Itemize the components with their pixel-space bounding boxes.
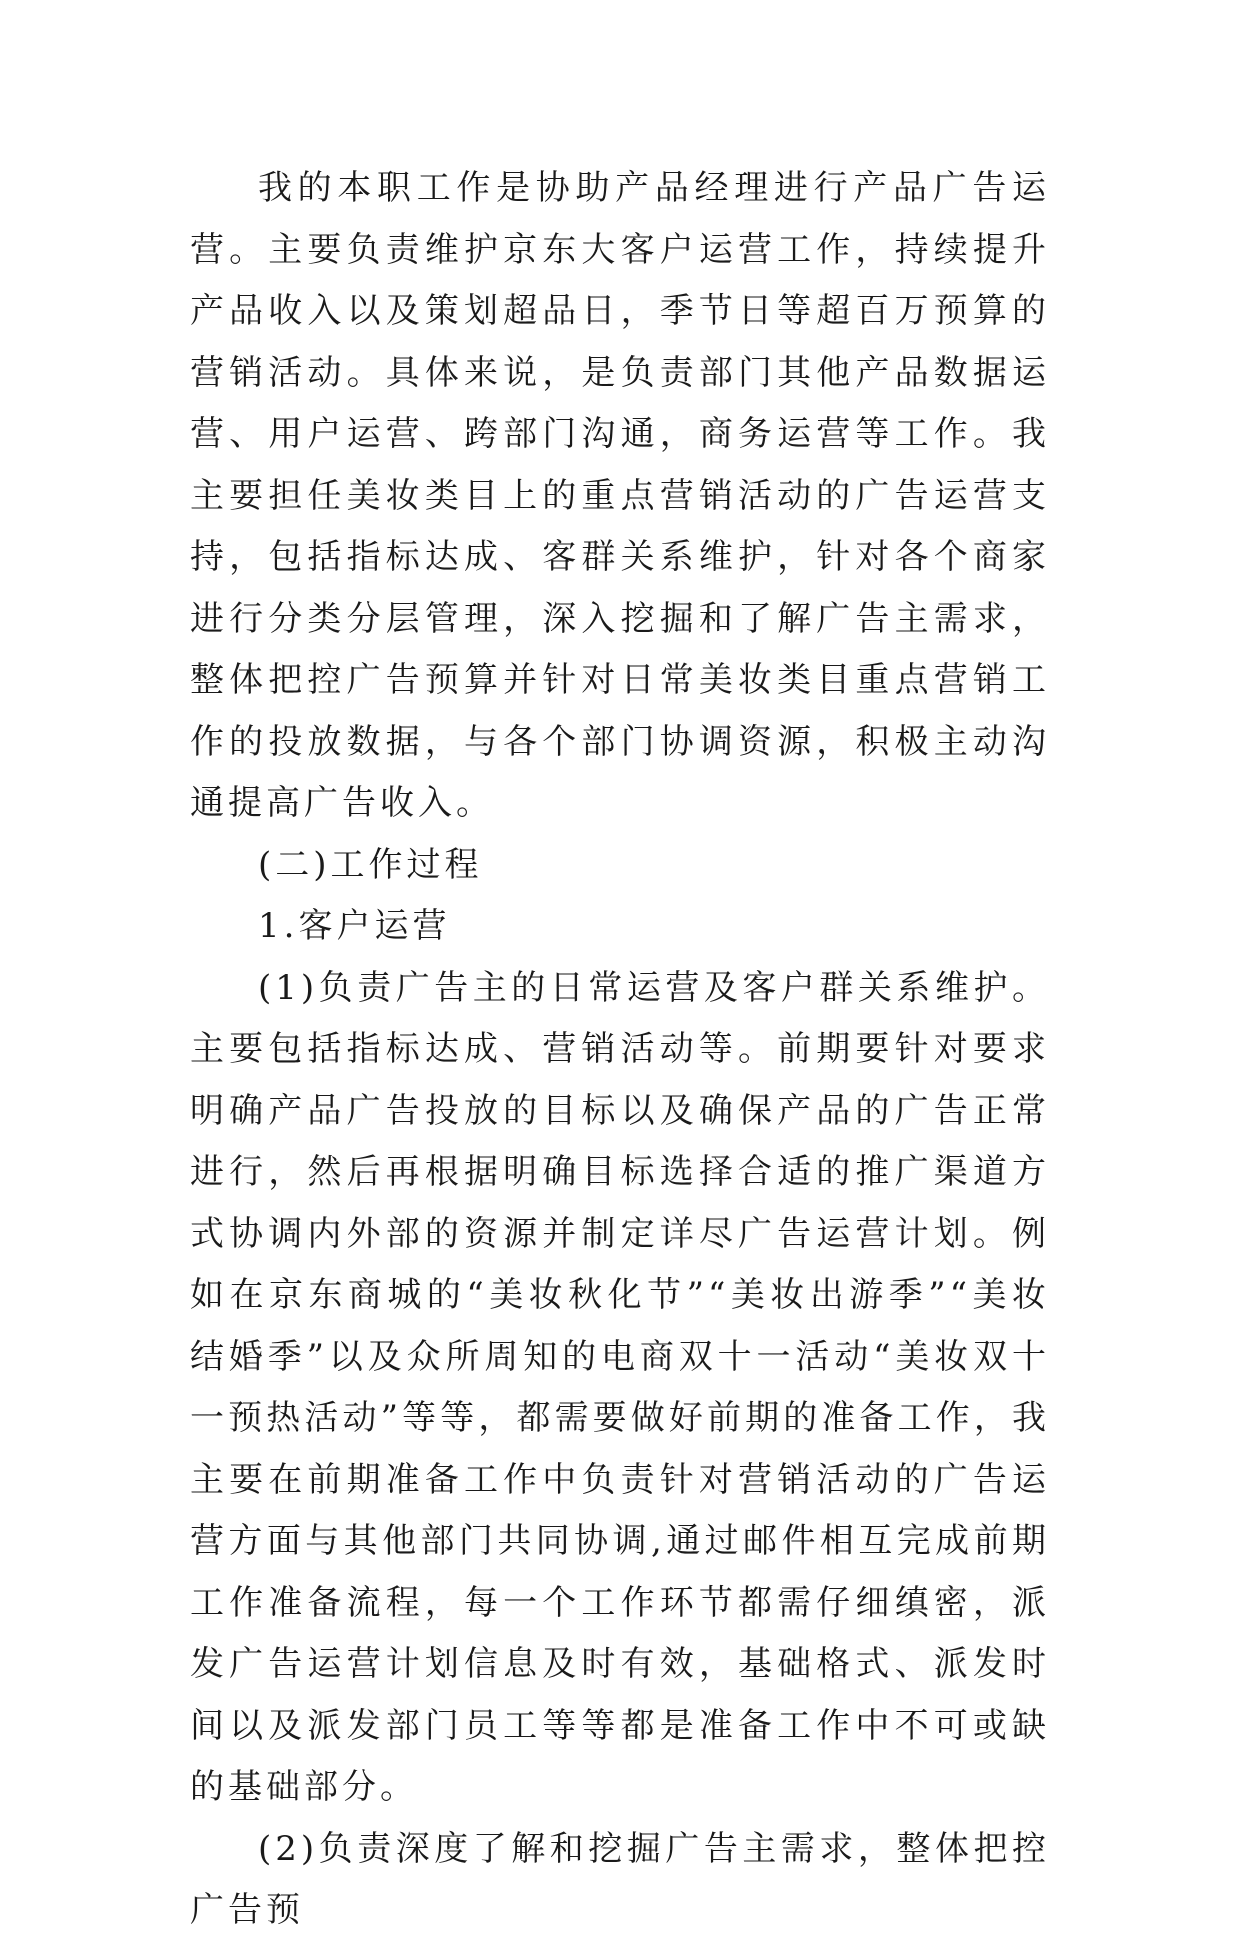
document-body [190,158,1050,1942]
paragraph-item-2: (2)负责深度了解和挖掘广告主需求，整体把控广告预 [190,1828,1050,1930]
paragraph-job-duties: 我的本职工作是协助产品经理进行产品广告运营。主要负责维护京东大客户运营工作，持续提升产品收入以及策划超品日，季节日等超百万预算的营销活动。具体来说，是负责部门其他产品数据运营、用户运营、跨部门沟通，商务运营等工作。我主要担任美妆类目上的重点营销活动的广告运营支持，包括指标达成、客群关系维护，针对各个商家进行分类分层管理，深入挖掘和了解广告主需求，整体把控广告预算并针对日常美妆类目重点营销工作的投放数据，与各个部门协调资源，积极主动沟通提高广告收入。 [190,168,1050,823]
paragraph-item-1: (1)负责广告主的日常运营及客户群关系维护。主要包括指标达成、营销活动等。前期要针对要求明确产品广告投放的目标以及确保产品的广告正常进行，然后再根据明确目标选择合适的推广渠道方式协调内外部的资源并制定详尽广告运营计划。例如在京东商城的“美妆秋化节”“美妆出游季”“美妆结婚季”以及众所周知的电商双十一活动“美妆双十一预热活动”等等，都需要做好前期的准备工作，我主要在前期准备工作中负责针对营销活动的广告运营方面与其他部门共同协调,通过邮件相互完成前期工作准备流程，每一个工作环节都需仔细缜密，派发广告运营计划信息及时有效，基础格式、派发时间以及派发部门员工等等都是准备工作中不可或缺的基础部分。 [190,967,1050,1807]
section-heading-work-process: (二)工作过程 [258,844,483,885]
subsection-heading-customer-ops: 1.客户运营 [258,906,451,946]
